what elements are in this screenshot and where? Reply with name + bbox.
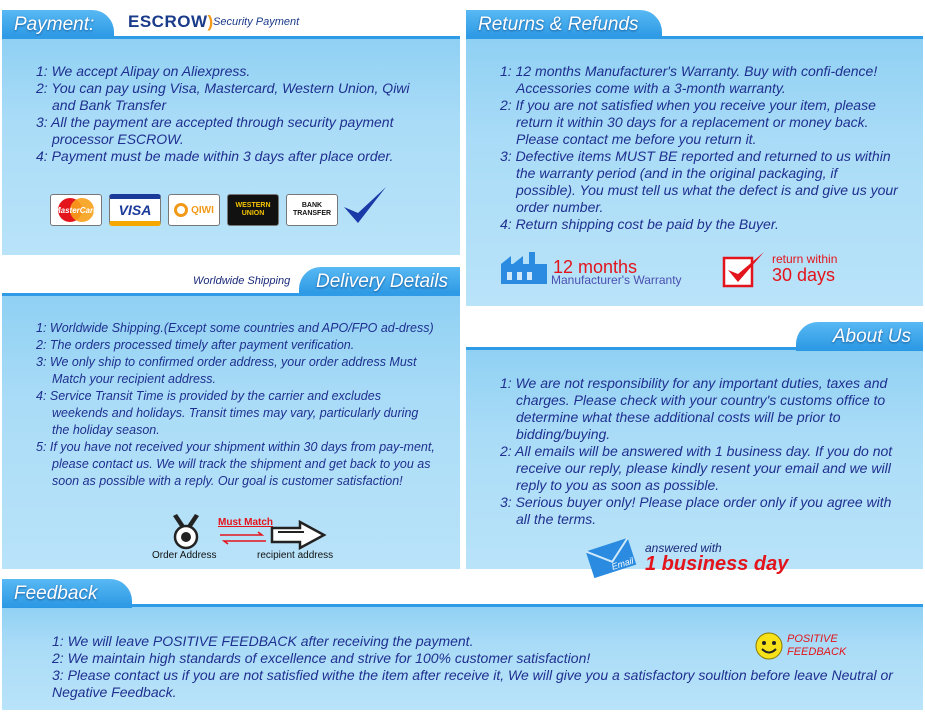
list-item: 1: We are not responsibility for any important duties, taxes and charges. Please check with your country's customs office to determine what these additional costs will be prior to bidding/buying. <box>500 375 888 442</box>
swap-arrows-icon <box>218 531 268 545</box>
list-item: 4: Service Transit Time is provided by the carrier and excludes weekends and holidays. Transit times may vary, particularly during the holiday season. <box>36 389 419 437</box>
payment-title: Payment: <box>14 14 95 35</box>
bank-transfer-icon: BANK TRANSFER <box>286 194 338 226</box>
list-item: 1: Worldwide Shipping.(Except some countries and APO/FPO ad-dress) <box>36 321 434 335</box>
list-item: 4: Payment must be made within 3 days after place order. <box>36 148 394 164</box>
list-item: 3: Please contact us if you are not satisfied withe the item after receive it, We will give you a satisfactory soultion before leave Neutral or Negative Feedback. <box>52 667 893 700</box>
list-item: 2: We maintain high standards of excellence and strive for 100% customer satisfaction! <box>52 650 591 666</box>
payment-tab <box>2 10 114 39</box>
list-item: 4: Return shipping cost be paid by the Buyer. <box>500 216 779 232</box>
returns-title: Returns & Refunds <box>478 14 639 35</box>
payment-rule <box>2 36 460 39</box>
mastercard-icon <box>50 194 102 226</box>
svg-text:Email: Email <box>610 555 635 572</box>
list-item: 3: All the payment are accepted through security payment processor ESCROW. <box>36 114 394 147</box>
list-item: 2: If you are not satisfied when you receive your item, please return it within 30 days for a replacement or money back. Please contact me before you return it. <box>500 97 876 147</box>
recipient-address-label: recipient address <box>257 550 334 561</box>
feedback-title: Feedback <box>14 583 98 604</box>
list-item: 2: You can pay using Visa, Mastercard, Western Union, Qiwi and Bank Transfer <box>36 80 410 113</box>
list-item: 2: All emails will be answered with 1 business day. If you do not receive our reply, please kindly resent your email and we will reply to you as soon as possible. <box>500 443 893 493</box>
arrow-icon <box>270 520 328 550</box>
positive-feedback-badge: POSITIVE FEEDBACK <box>787 633 847 658</box>
list-item: 5: If you have not received your shipment within 30 days from pay-ment, please contact us. We will track the shipment and get back to you as soon as possible with a reply. Our goal is customer satisfaction! <box>36 440 435 488</box>
svg-text:MasterCard: MasterCard <box>53 206 99 215</box>
visa-icon: VISA <box>109 194 161 226</box>
list-item: 1: We accept Alipay on Aliexpress. <box>36 63 251 79</box>
delivery-title: Delivery Details <box>316 271 448 292</box>
returns-tab <box>466 10 662 39</box>
about-title: About Us <box>832 326 911 347</box>
about-list <box>500 375 902 528</box>
escrow-tagline: Security Payment <box>213 16 300 28</box>
returns-rule <box>466 36 923 39</box>
list-item: 3: We only ship to confirmed order address, your order address Must Match your recipient address. <box>36 355 417 386</box>
smiley-icon <box>754 631 784 661</box>
warranty-small: Manufacturer's Warranty <box>551 273 682 287</box>
answered-big: 1 business day <box>645 553 789 575</box>
email-icon <box>583 536 639 580</box>
delivery-list <box>36 320 436 490</box>
delivery-tab <box>299 267 460 296</box>
order-address-label: Order Address <box>152 550 217 561</box>
worldwide-shipping-label: Worldwide Shipping <box>193 275 291 287</box>
feedback-rule <box>2 604 923 607</box>
medal-icon <box>171 514 201 550</box>
must-match-label: Must Match <box>218 517 273 528</box>
list-item: 1: We will leave POSITIVE FEEDBACK after receiving the payment. <box>52 633 474 649</box>
return-small: return within <box>772 252 838 266</box>
list-item: 3: Defective items MUST BE reported and returned to us within the warranty period (and in the original packaging, if possible). You must tell us what the defect is and give us your order number. <box>500 148 898 215</box>
escrow-logo: ESCROW) <box>128 12 214 31</box>
western-union-icon: WESTERN UNION <box>227 194 279 226</box>
list-item: 1: 12 months Manufacturer's Warranty. Buy with confi-dence! Accessories come with a 3-month warranty. <box>500 63 878 96</box>
list-item: 2: The orders processed timely after payment verification. <box>36 338 355 352</box>
returns-list <box>500 63 900 233</box>
factory-icon <box>499 250 549 286</box>
delivery-rule <box>2 293 460 296</box>
checkmark-icon <box>342 185 388 227</box>
qiwi-icon: QIWI <box>168 194 220 226</box>
payment-list <box>36 63 436 165</box>
return-check-icon <box>722 250 768 288</box>
return-big: 30 days <box>772 265 836 285</box>
list-item: 3: Serious buyer only! Please place order only if you agree with all the terms. <box>500 494 892 527</box>
warranty-big: 12 months <box>553 257 638 277</box>
about-rule <box>466 347 923 350</box>
answered-small: answered with <box>645 541 722 555</box>
mastercard-circles <box>51 195 101 225</box>
